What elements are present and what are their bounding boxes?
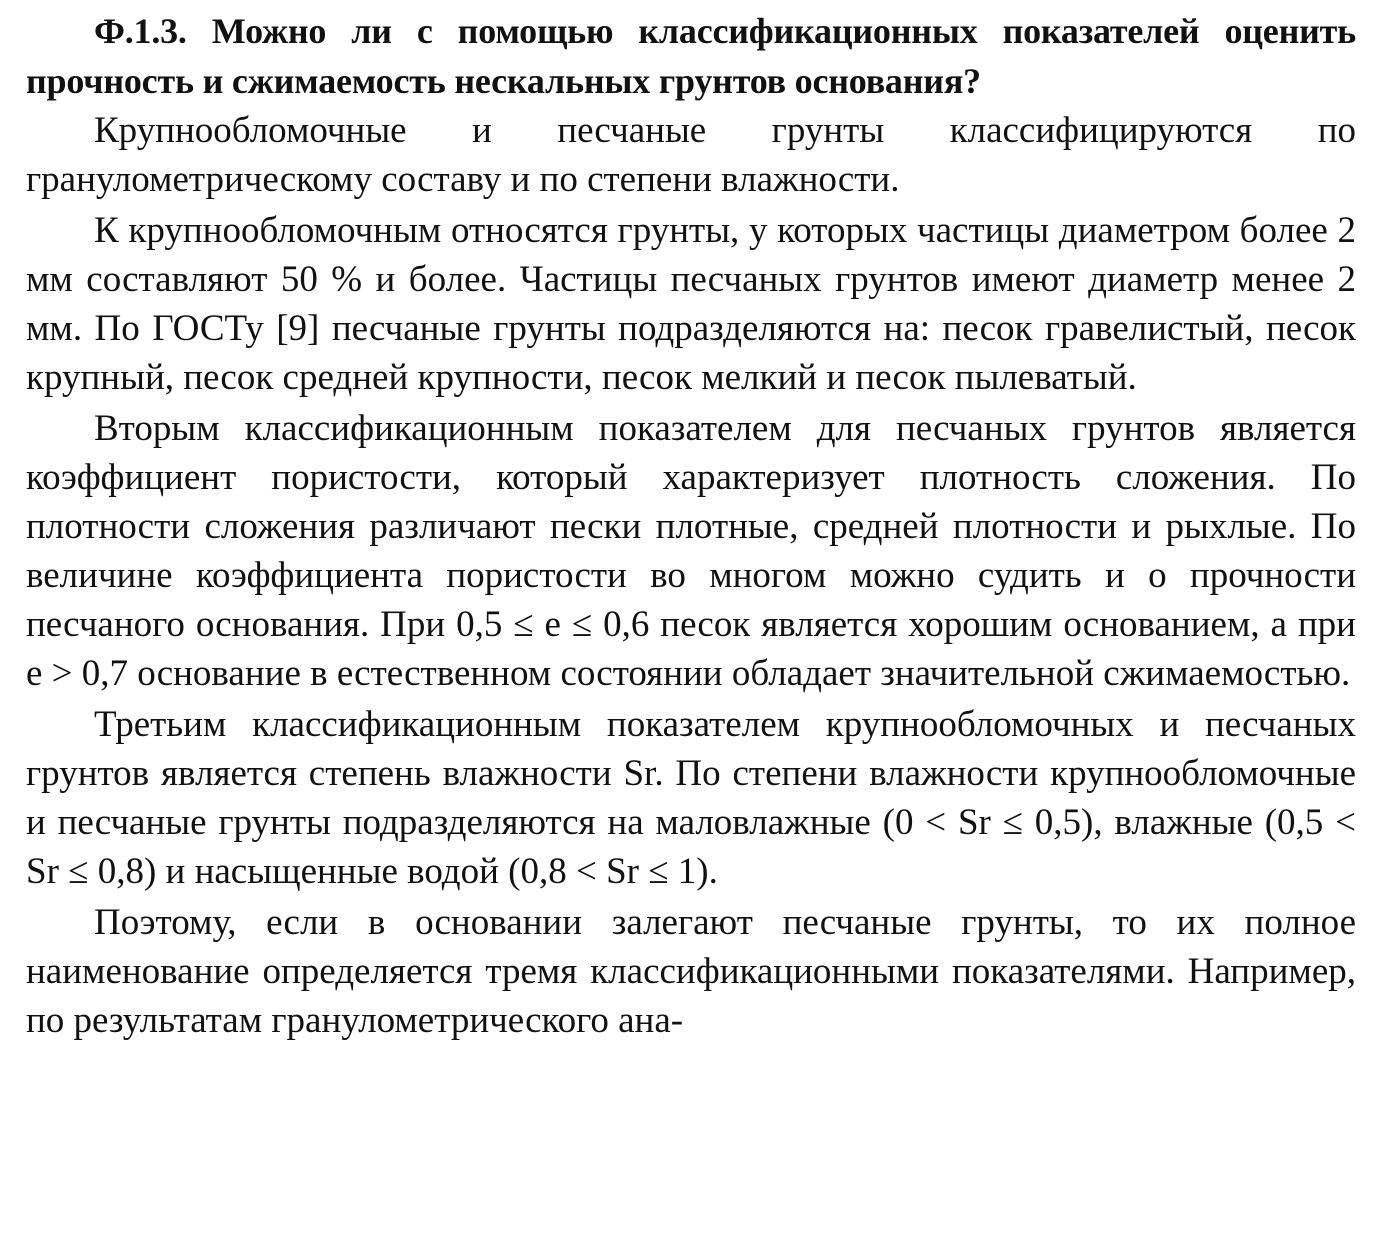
paragraph-classification-intro: Крупнообломочные и песчаные грунты классифицируются по гранулометрическому составу и по степени влажности. (26, 110, 1356, 200)
paragraph-coarse-and-sand: К крупнообломочным относятся грунты, у которых частицы диаметром более 2 мм составляют 50 % и более. Частицы песчаных грунтов имеют диаметр менее 2 мм. По ГОСТу [9] песчаные грунты подразделяются на: песок гравелистый, песок крупный, песок средней крупности, песок мелкий и песок пылеватый. (26, 210, 1356, 398)
paragraph-porosity: Вторым классификационным показателем для песчаных грунтов является коэффициент пористости, который характеризует плотность сложения. По плотности сложения различают пески плотные, средней плотности и рыхлые. По величине коэффициента пористости во многом можно судить и о прочности песчаного основания. При 0,5 ≤ e ≤ 0,6 песок является хорошим основанием, а при e > 0,7 основание в естественном состоянии обладает значительной сжимаемостью. (26, 408, 1356, 694)
document-page (26, 6, 1356, 1045)
paragraph-moisture: Третьим классификационным показателем крупнообломочных и песчаных грунтов является степень влажности Sr. По степени влажности крупнообломочные и песчаные грунты подразделяются на маловлажные (0 < Sr ≤ 0,5), влажные (0,5 < Sr ≤ 0,8) и насыщенные водой (0,8 < Sr ≤ 1). (26, 704, 1356, 892)
paragraph-full-name: Поэтому, если в основании залегают песчаные грунты, то их полное наименование определяется тремя классификационными показателями. Например, по результатам гранулометрического ана- (26, 902, 1356, 1041)
section-heading: Ф.1.3. Можно ли с помощью классификационных показателей оценить прочность и сжимаемость нескальных грунтов основания? (26, 11, 1356, 101)
